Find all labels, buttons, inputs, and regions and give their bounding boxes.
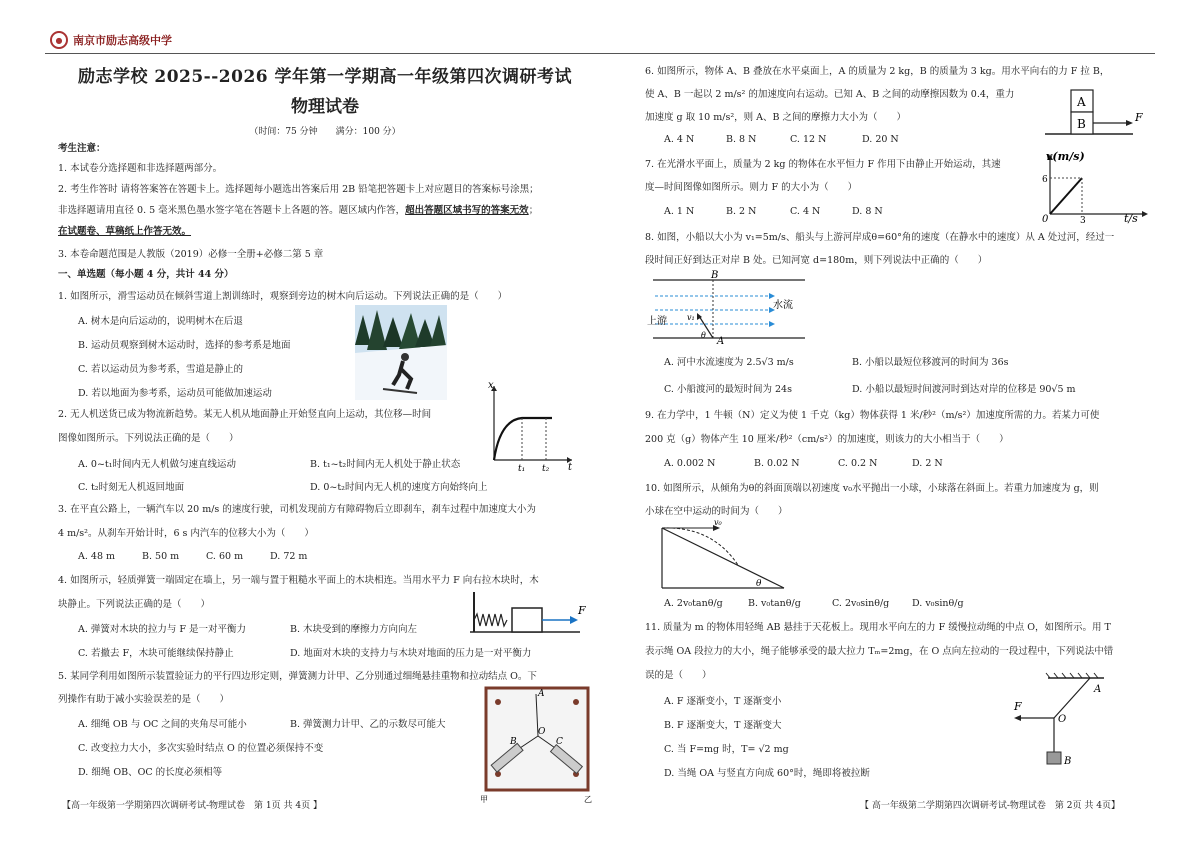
- q8-option-d[interactable]: D. 小船以最短时间渡河时到达对岸的位移是 90√5 m: [852, 384, 1076, 395]
- exam-title: 励志学校 2025--2026 学年第一学期高一年级第四次调研考试: [77, 67, 573, 87]
- q6-stem-line2: 使 A、B 一起以 2 m/s² 的加速度向右运动。已知 A、B 之间的动摩擦因数为 0.4，重力: [645, 89, 1015, 100]
- q8-label-b: B: [711, 270, 719, 281]
- q1-stem: 1. 如图所示，滑雪运动员在倾斜雪道上割训练时，观察到旁边的树木向后运动。下列说法正确的是（ ）: [58, 291, 508, 302]
- q11-label-b: B: [1064, 756, 1072, 767]
- school-emblem-icon: ●: [50, 31, 68, 49]
- q2-option-c[interactable]: C. t₂时刻无人机返回地面: [78, 482, 185, 493]
- q5-label-c: C: [556, 737, 563, 747]
- notes-item-1: 1. 本试卷分选择题和非选择题两部分。: [58, 163, 223, 174]
- q5-option-c[interactable]: C. 改变拉力大小，多次实验时结点 O 的位置必须保持不变: [78, 743, 324, 754]
- q5-board: [486, 688, 588, 790]
- q6-force-arrow-icon: [1126, 120, 1133, 126]
- q5-option-d[interactable]: D. 细绳 OB、OC 的长度必须相等: [78, 767, 223, 778]
- q7-option-d[interactable]: D. 8 N: [852, 206, 883, 217]
- q6-option-c[interactable]: C. 12 N: [790, 134, 827, 145]
- q2-stem-line2: 图像如图所示。下列说法正确的是（ ）: [58, 433, 239, 444]
- q11-label-a: A: [1094, 684, 1102, 695]
- q6-option-b[interactable]: B. 8 N: [726, 134, 757, 145]
- q6-option-a[interactable]: A. 4 N: [664, 134, 695, 145]
- q4-option-c[interactable]: C. 若撤去 F，木块可能继续保持静止: [78, 648, 234, 659]
- q11-label-f: F: [1014, 700, 1022, 713]
- q8-option-a[interactable]: A. 河中水流速度为 2.5√3 m/s: [664, 357, 794, 368]
- q9-stem-line1: 9. 在力学中，1 牛顿（N）定义为使 1 千克（kg）物体获得 1 米/秒²（m/s²）加速度所需的力。若某力可使: [645, 410, 1100, 421]
- q5-label-a: A: [538, 689, 545, 699]
- q1-option-c[interactable]: C. 若以运动员为参考系，雪道是静止的: [78, 364, 243, 375]
- q2-t1-label: t₁: [518, 464, 526, 473]
- q4-option-d[interactable]: D. 地面对木块的支持力与木块对地面的压力是一对平衡力: [290, 648, 532, 659]
- q8-stem-line2: 段时间正好到达正对岸 B 处。已知河宽 d=180m，则下列说法中正确的（ ）: [645, 255, 988, 266]
- notes-item-2b-plain: 非选择题请用直径 0. 5 毫米黑色墨水签字笔在答题卡上各题的答。题区域内作答，: [58, 205, 406, 216]
- footer-left: 【高一年级第一学期第四次调研考试-物理试卷 第 1页 共 4页 】: [62, 801, 322, 811]
- q6-block-a-label: A: [1077, 95, 1086, 109]
- q11-option-a[interactable]: A. F 逐渐变小，T 逐渐变小: [664, 696, 782, 707]
- q3-stem-line2: 4 m/s²。从刹车开始计时，6 s 内汽车的位移大小为（ ）: [58, 528, 314, 539]
- q2-axis-t-label: t: [568, 462, 573, 473]
- q7-option-b[interactable]: B. 2 N: [726, 206, 757, 217]
- q6-block-b-label: B: [1077, 117, 1086, 131]
- q9-stem-line2: 200 克（g）物体产生 10 厘米/秒²（cm/s²）的加速度，则该力的大小相当于（ ）: [645, 434, 1009, 445]
- q4-force-label: F: [578, 604, 586, 617]
- q3-stem-line1: 3. 在平直公路上，一辆汽车以 20 m/s 的速度行驶，司机发现前方有障碍物后立即刹车，刹车过程中加速度大小为: [58, 504, 536, 515]
- q11-rope-oa: [1054, 678, 1090, 718]
- q3-option-b[interactable]: B. 50 m: [142, 551, 180, 562]
- q9-option-d[interactable]: D. 2 N: [912, 458, 943, 469]
- notes-item-2b-emphasis: 超出答题区域书写的答案无效: [405, 205, 529, 216]
- q7-velocity-time-graph: [1038, 148, 1158, 224]
- q7-option-c[interactable]: C. 4 N: [790, 206, 821, 217]
- q10-option-c[interactable]: C. 2v₀sinθ/g: [832, 598, 890, 609]
- notes-item-2a: 2. 考生作答时 请将答案答在答题卡上。选择题每小题选出答案后用 2B 铅笔把答题卡上对应题目的答案标号涂黑；: [58, 184, 539, 195]
- q8-label-upstream: 上游: [647, 316, 667, 327]
- exam-meta: （时间：75 分钟 满分：100 分）: [249, 127, 401, 137]
- q10-label-theta: θ: [756, 579, 762, 589]
- q5-label-jia: 甲: [480, 795, 488, 804]
- q5-label-o: O: [538, 727, 546, 737]
- notes-item-2b-tail: ；: [528, 205, 539, 216]
- q1-skier-photo: [355, 305, 447, 400]
- q2-option-a[interactable]: A. 0~t₁时间内无人机做匀速直线运动: [78, 459, 237, 470]
- q2-option-b[interactable]: B. t₁~t₂时间内无人机处于静止状态: [310, 459, 461, 470]
- q11-option-b[interactable]: B. F 逐渐变大，T 逐渐变大: [664, 720, 782, 731]
- school-logo: [50, 30, 230, 50]
- q2-t2-label: t₂: [542, 464, 550, 473]
- q1-option-a[interactable]: A. 树木是向后运动的，说明树木在后退: [78, 316, 243, 327]
- q1-option-b[interactable]: B. 运动员观察到树木运动时，选择的参考系是地面: [78, 340, 291, 351]
- q8-label-flow: 水流: [773, 300, 793, 311]
- q11-stem-line3: 误的是（ ）: [645, 670, 712, 681]
- q5-label-b: B: [510, 737, 517, 747]
- q3-option-c[interactable]: C. 60 m: [206, 551, 244, 562]
- q9-option-a[interactable]: A. 0.002 N: [664, 458, 716, 469]
- header-rule: [45, 53, 1155, 54]
- q6-stem-line1: 6. 如图所示，物体 A、B 叠放在水平桌面上，A 的质量为 2 kg，B 的质量为 3 kg。用水平向右的力 F 拉 B，: [645, 66, 1110, 77]
- q4-option-a[interactable]: A. 弹簧对木块的拉力与 F 是一对平衡力: [78, 624, 247, 635]
- q10-stem-line2: 小球在空中运动的时间为（ ）: [645, 506, 788, 517]
- q4-option-b[interactable]: B. 木块受到的摩擦力方向向左: [290, 624, 418, 635]
- q11-label-o: O: [1058, 714, 1067, 725]
- q2-option-d[interactable]: D. 0~t₂时间内无人机的速度方向始终向上: [310, 482, 488, 493]
- q6-force-label: F: [1135, 111, 1143, 124]
- q5-force-board-diagram: [476, 684, 600, 806]
- q7-stem-line1: 7. 在光滑水平面上，质量为 2 kg 的物体在水平恒力 F 作用下由静止开始运动，其速: [645, 159, 1001, 170]
- notes-item-3: 3. 本卷命题范围是人教版（2019）必修一全册+必修二第 5 章: [58, 249, 324, 260]
- q7-line: [1050, 178, 1082, 214]
- q9-option-c[interactable]: C. 0.2 N: [838, 458, 878, 469]
- q4-stem-line1: 4. 如图所示，轻质弹簧一端固定在墙上，另一端与置于粗糙水平面上的木块相连。当用水平力 F 向右拉木块时，木: [58, 575, 539, 586]
- q4-spring-block-diagram: [470, 590, 590, 640]
- exam-subject-title: 物理试卷: [291, 97, 359, 117]
- q10-incline: [662, 528, 784, 588]
- q5-stem-line2: 列操作有助于减小实验误差的是（ ）: [58, 694, 230, 705]
- q8-label-a: A: [717, 336, 725, 344]
- q5-option-b[interactable]: B. 弹簧测力计甲、乙的示数尽可能大: [290, 719, 446, 730]
- q7-axis-t-label: t/s: [1124, 212, 1138, 224]
- q2-stem-line1: 2. 无人机送货已成为物流新趋势。某无人机从地面静止开始竖直向上运动，其位移—时间: [58, 409, 432, 420]
- q6-stacked-blocks-diagram: [1045, 86, 1155, 140]
- q7-origin: 0: [1042, 214, 1049, 224]
- q11-weight-b: [1047, 752, 1061, 764]
- q3-option-a[interactable]: A. 48 m: [78, 551, 116, 562]
- q11-force-arrow-icon: [1014, 715, 1021, 721]
- q2-displacement-time-graph: [484, 378, 576, 473]
- q10-option-d[interactable]: D. v₀sinθ/g: [912, 598, 964, 609]
- q11-stem-line2: 表示绳 OA 段拉力的大小，绳子能够承受的最大拉力 Tₘ=2mg，在 O 点向左拉动的一段过程中，下列说法中错: [645, 646, 1114, 657]
- q5-option-a[interactable]: A. 细绳 OB 与 OC 之间的夹角尽可能小: [78, 719, 247, 730]
- q8-label-v1: v₁: [687, 313, 695, 322]
- q10-label-v0: v₀: [714, 518, 722, 527]
- q11-rope-force-diagram: [1008, 672, 1112, 770]
- footer-right: 【 高一年级第二学期第四次调研考试-物理试卷 第 2页 共 4页】: [860, 801, 1120, 811]
- q10-incline-projectile-diagram: [656, 518, 790, 592]
- q3-option-d[interactable]: D. 72 m: [270, 551, 308, 562]
- q4-stem-line2: 块静止。下列说法正确的是（ ）: [58, 599, 211, 610]
- notes-item-2b: [58, 204, 538, 218]
- q8-option-b[interactable]: B. 小船以最短位移渡河的时间为 36s: [852, 357, 1009, 368]
- q6-stem-line3: 加速度 g 取 10 m/s²，则 A、B 之间的摩擦力大小为（ ）: [645, 112, 907, 123]
- q6-option-d[interactable]: D. 20 N: [862, 134, 899, 145]
- q5-stem-line1: 5. 某同学利用如图所示装置验证力的平行四边形定则，弹簧测力计甲、乙分别通过细绳悬挂重物和拉动结点 O。下: [58, 671, 537, 682]
- q8-river-crossing-diagram: [645, 268, 815, 344]
- q11-stem-line1: 11. 质量为 m 的物体用轻绳 AB 悬挂于天花板上。现用水平向左的力 F 缓慢拉动绳的中点 O，如图所示。用 T: [645, 622, 1111, 633]
- q2-axis-x-label: x: [488, 380, 494, 391]
- school-logo-text: 南京市励志高级中学: [73, 34, 172, 47]
- q10-option-b[interactable]: B. v₀tanθ/g: [748, 598, 801, 609]
- q7-option-a[interactable]: A. 1 N: [664, 206, 695, 217]
- q7-axis-v-label: v(m/s): [1046, 150, 1085, 163]
- q8-label-theta: θ: [701, 331, 706, 340]
- q5-label-yi: 乙: [584, 795, 592, 804]
- q8-option-c[interactable]: C. 小船渡河的最短时间为 24s: [664, 384, 792, 395]
- q4-block: [512, 608, 542, 632]
- q10-option-a[interactable]: A. 2v₀tanθ/g: [664, 598, 723, 609]
- q7-tick-6: 6: [1042, 175, 1048, 185]
- notes-heading: 考生注意：: [58, 143, 106, 154]
- q11-option-c[interactable]: C. 当 F=mg 时，T= √2 mg: [664, 744, 789, 755]
- q1-option-d[interactable]: D. 若以地面为参考系，运动员可能做加速运动: [78, 388, 272, 399]
- q11-option-d[interactable]: D. 当绳 OA 与竖直方向成 60°时，绳即将被拉断: [664, 768, 870, 779]
- q7-tick-3: 3: [1080, 216, 1086, 224]
- q8-stem-line1: 8. 如图，小船以大小为 v₁=5m/s、船头与上游河岸成θ=60°角的速度（在静水中的速度）从 A 处过河，经过一: [645, 232, 1115, 243]
- q10-stem-line1: 10. 如图所示，从倾角为θ的斜面顶端以初速度 v₀水平抛出一小球，小球落在斜面上。若重力加速度为 g，则: [645, 483, 1099, 494]
- q9-option-b[interactable]: B. 0.02 N: [754, 458, 800, 469]
- q4-force-arrow-icon: [570, 616, 578, 624]
- q7-stem-line2: 度—时间图像如图所示。则力 F 的大小为（ ）: [645, 182, 858, 193]
- notes-item-2c: 在试题卷、草稿纸上作答无效。: [58, 226, 192, 237]
- section-heading-single-choice: 一、单选题（每小题 4 分，共计 44 分）: [58, 269, 234, 280]
- q4-spring: [474, 614, 507, 626]
- q2-curve: [494, 418, 552, 460]
